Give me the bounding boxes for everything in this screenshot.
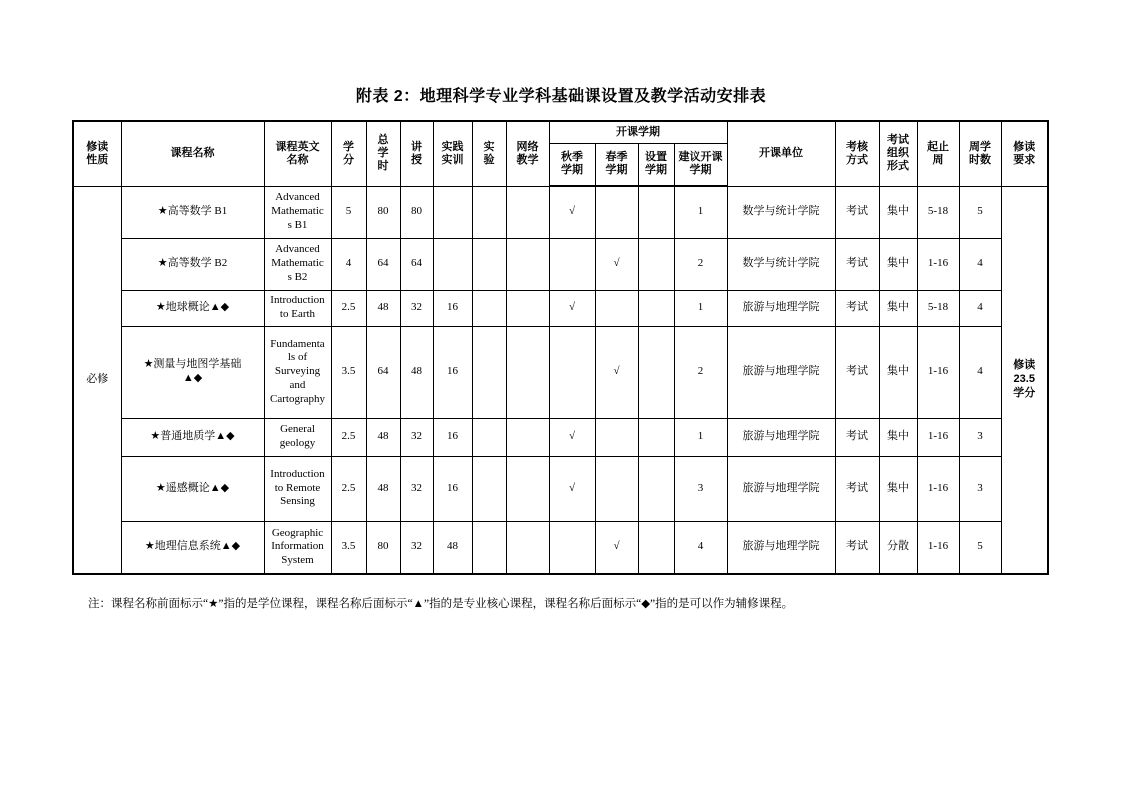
cell-weekly-hours: 5 — [959, 521, 1001, 574]
cell-lecture-hours: 32 — [400, 418, 433, 456]
cell-department: 旅游与地理学院 — [727, 418, 835, 456]
cell-exam-organization: 集中 — [879, 418, 917, 456]
cell-department: 旅游与地理学院 — [727, 521, 835, 574]
cell-fall-semester-check — [549, 326, 595, 418]
cell-english-name: Introduction to Remote Sensing — [264, 456, 331, 521]
cell-exam-organization: 集中 — [879, 186, 917, 238]
cell-requirement-value: 修读23.5学分 — [1001, 186, 1048, 574]
cell-total-hours: 48 — [366, 456, 400, 521]
cell-online-teaching — [506, 290, 549, 326]
cell-online-teaching — [506, 238, 549, 290]
cell-spring-semester-check: √ — [595, 521, 638, 574]
cell-practice-hours: 48 — [433, 521, 472, 574]
cell-experiment-hours — [472, 326, 506, 418]
col-header-course-name: 课程名称 — [121, 121, 264, 186]
col-header-setup-semester: 设置学期 — [638, 143, 674, 186]
cell-lecture-hours: 32 — [400, 290, 433, 326]
cell-online-teaching — [506, 186, 549, 238]
cell-lecture-hours: 32 — [400, 521, 433, 574]
cell-weekly-hours: 4 — [959, 326, 1001, 418]
col-header-weekly-hours: 周学时数 — [959, 121, 1001, 186]
cell-lecture-hours: 32 — [400, 456, 433, 521]
cell-setup-semester-check — [638, 186, 674, 238]
cell-practice-hours: 16 — [433, 290, 472, 326]
cell-total-hours: 64 — [366, 326, 400, 418]
col-header-lecture: 讲授 — [400, 121, 433, 186]
cell-practice-hours: 16 — [433, 326, 472, 418]
col-header-fall-semester: 秋季学期 — [549, 143, 595, 186]
cell-department: 数学与统计学院 — [727, 186, 835, 238]
cell-weekly-hours: 4 — [959, 238, 1001, 290]
cell-experiment-hours — [472, 521, 506, 574]
cell-exam-organization: 分散 — [879, 521, 917, 574]
col-header-department: 开课单位 — [727, 121, 835, 186]
cell-exam-organization: 集中 — [879, 326, 917, 418]
cell-experiment-hours — [472, 418, 506, 456]
cell-assessment-method: 考试 — [835, 238, 879, 290]
col-header-semester-group: 开课学期 — [549, 121, 727, 143]
cell-spring-semester-check — [595, 186, 638, 238]
col-header-nature: 修读性质 — [73, 121, 121, 186]
course-row — [73, 186, 1048, 238]
cell-credits: 2.5 — [331, 418, 366, 456]
cell-setup-semester-check — [638, 238, 674, 290]
course-table — [72, 120, 1049, 575]
cell-practice-hours: 16 — [433, 456, 472, 521]
cell-fall-semester-check — [549, 238, 595, 290]
col-header-exam-org: 考试组织形式 — [879, 121, 917, 186]
cell-course-name: ★高等数学 B1 — [121, 186, 264, 238]
cell-fall-semester-check: √ — [549, 290, 595, 326]
col-header-requirement: 修读要求 — [1001, 121, 1048, 186]
cell-english-name: Advanced Mathematics B1 — [264, 186, 331, 238]
cell-suggested-semester: 1 — [674, 186, 727, 238]
cell-suggested-semester: 4 — [674, 521, 727, 574]
cell-english-name: Fundamentals of Surveying and Cartography — [264, 326, 331, 418]
cell-english-name: Geographic Information System — [264, 521, 331, 574]
cell-suggested-semester: 2 — [674, 238, 727, 290]
course-row — [73, 290, 1048, 326]
cell-course-name: ★高等数学 B2 — [121, 238, 264, 290]
cell-experiment-hours — [472, 456, 506, 521]
cell-weekly-hours: 3 — [959, 456, 1001, 521]
cell-assessment-method: 考试 — [835, 290, 879, 326]
col-header-practice: 实践实训 — [433, 121, 472, 186]
cell-start-end-weeks: 1-16 — [917, 326, 959, 418]
cell-assessment-method: 考试 — [835, 521, 879, 574]
cell-department: 旅游与地理学院 — [727, 290, 835, 326]
cell-english-name: General geology — [264, 418, 331, 456]
cell-assessment-method: 考试 — [835, 418, 879, 456]
col-header-online: 网络教学 — [506, 121, 549, 186]
cell-category: 必修 — [73, 186, 121, 574]
cell-fall-semester-check: √ — [549, 418, 595, 456]
cell-suggested-semester: 1 — [674, 290, 727, 326]
course-table-body — [73, 186, 1048, 574]
cell-department: 数学与统计学院 — [727, 238, 835, 290]
col-header-suggested-semester: 建议开课学期 — [674, 143, 727, 186]
cell-total-hours: 48 — [366, 418, 400, 456]
cell-suggested-semester: 1 — [674, 418, 727, 456]
cell-setup-semester-check — [638, 521, 674, 574]
col-header-english-name: 课程英文名称 — [264, 121, 331, 186]
cell-setup-semester-check — [638, 456, 674, 521]
cell-credits: 2.5 — [331, 456, 366, 521]
cell-online-teaching — [506, 521, 549, 574]
cell-english-name: Advanced Mathematics B2 — [264, 238, 331, 290]
cell-setup-semester-check — [638, 290, 674, 326]
cell-course-name: ★地球概论▲◆ — [121, 290, 264, 326]
course-row — [73, 521, 1048, 574]
cell-assessment-method: 考试 — [835, 456, 879, 521]
cell-lecture-hours: 80 — [400, 186, 433, 238]
cell-start-end-weeks: 1-16 — [917, 418, 959, 456]
col-header-spring-semester: 春季学期 — [595, 143, 638, 186]
cell-assessment-method: 考试 — [835, 326, 879, 418]
col-header-total-hours: 总学时 — [366, 121, 400, 186]
cell-lecture-hours: 64 — [400, 238, 433, 290]
cell-online-teaching — [506, 418, 549, 456]
cell-suggested-semester: 3 — [674, 456, 727, 521]
cell-credits: 2.5 — [331, 290, 366, 326]
cell-exam-organization: 集中 — [879, 456, 917, 521]
cell-course-name: ★遥感概论▲◆ — [121, 456, 264, 521]
cell-exam-organization: 集中 — [879, 290, 917, 326]
cell-assessment-method: 考试 — [835, 186, 879, 238]
cell-weekly-hours: 3 — [959, 418, 1001, 456]
cell-spring-semester-check: √ — [595, 326, 638, 418]
cell-course-name: ★测量与地图学基础▲◆ — [121, 326, 264, 418]
cell-suggested-semester: 2 — [674, 326, 727, 418]
cell-lecture-hours: 48 — [400, 326, 433, 418]
cell-spring-semester-check — [595, 456, 638, 521]
cell-online-teaching — [506, 326, 549, 418]
col-header-credits: 学分 — [331, 121, 366, 186]
course-row — [73, 418, 1048, 456]
cell-start-end-weeks: 1-16 — [917, 456, 959, 521]
cell-start-end-weeks: 5-18 — [917, 290, 959, 326]
cell-english-name: Introduction to Earth — [264, 290, 331, 326]
cell-fall-semester-check — [549, 521, 595, 574]
cell-experiment-hours — [472, 186, 506, 238]
cell-department: 旅游与地理学院 — [727, 456, 835, 521]
course-row — [73, 456, 1048, 521]
cell-credits: 5 — [331, 186, 366, 238]
cell-total-hours: 80 — [366, 521, 400, 574]
cell-total-hours: 64 — [366, 238, 400, 290]
cell-spring-semester-check: √ — [595, 238, 638, 290]
cell-practice-hours — [433, 186, 472, 238]
cell-total-hours: 48 — [366, 290, 400, 326]
cell-fall-semester-check: √ — [549, 186, 595, 238]
cell-course-name: ★普通地质学▲◆ — [121, 418, 264, 456]
cell-course-name: ★地理信息系统▲◆ — [121, 521, 264, 574]
cell-practice-hours: 16 — [433, 418, 472, 456]
col-header-weeks: 起止周 — [917, 121, 959, 186]
footnote: 注：课程名称前面标示“★”指的是学位课程，课程名称后面标示“▲”指的是专业核心课程，课程名称后面标示“◆”指的是可以作为辅修课程。 — [88, 597, 794, 610]
cell-setup-semester-check — [638, 326, 674, 418]
cell-experiment-hours — [472, 290, 506, 326]
col-header-experiment: 实验 — [472, 121, 506, 186]
course-row — [73, 326, 1048, 418]
cell-spring-semester-check — [595, 290, 638, 326]
cell-experiment-hours — [472, 238, 506, 290]
course-row — [73, 238, 1048, 290]
cell-exam-organization: 集中 — [879, 238, 917, 290]
cell-setup-semester-check — [638, 418, 674, 456]
cell-weekly-hours: 5 — [959, 186, 1001, 238]
cell-total-hours: 80 — [366, 186, 400, 238]
cell-credits: 3.5 — [331, 326, 366, 418]
cell-credits: 4 — [331, 238, 366, 290]
cell-practice-hours — [433, 238, 472, 290]
cell-weekly-hours: 4 — [959, 290, 1001, 326]
cell-fall-semester-check: √ — [549, 456, 595, 521]
cell-online-teaching — [506, 456, 549, 521]
cell-start-end-weeks: 1-16 — [917, 238, 959, 290]
cell-start-end-weeks: 5-18 — [917, 186, 959, 238]
cell-start-end-weeks: 1-16 — [917, 521, 959, 574]
cell-spring-semester-check — [595, 418, 638, 456]
col-header-assessment: 考核方式 — [835, 121, 879, 186]
cell-department: 旅游与地理学院 — [727, 326, 835, 418]
cell-credits: 3.5 — [331, 521, 366, 574]
page-title: 附表 2：地理科学专业学科基础课设置及教学活动安排表 — [355, 88, 767, 105]
